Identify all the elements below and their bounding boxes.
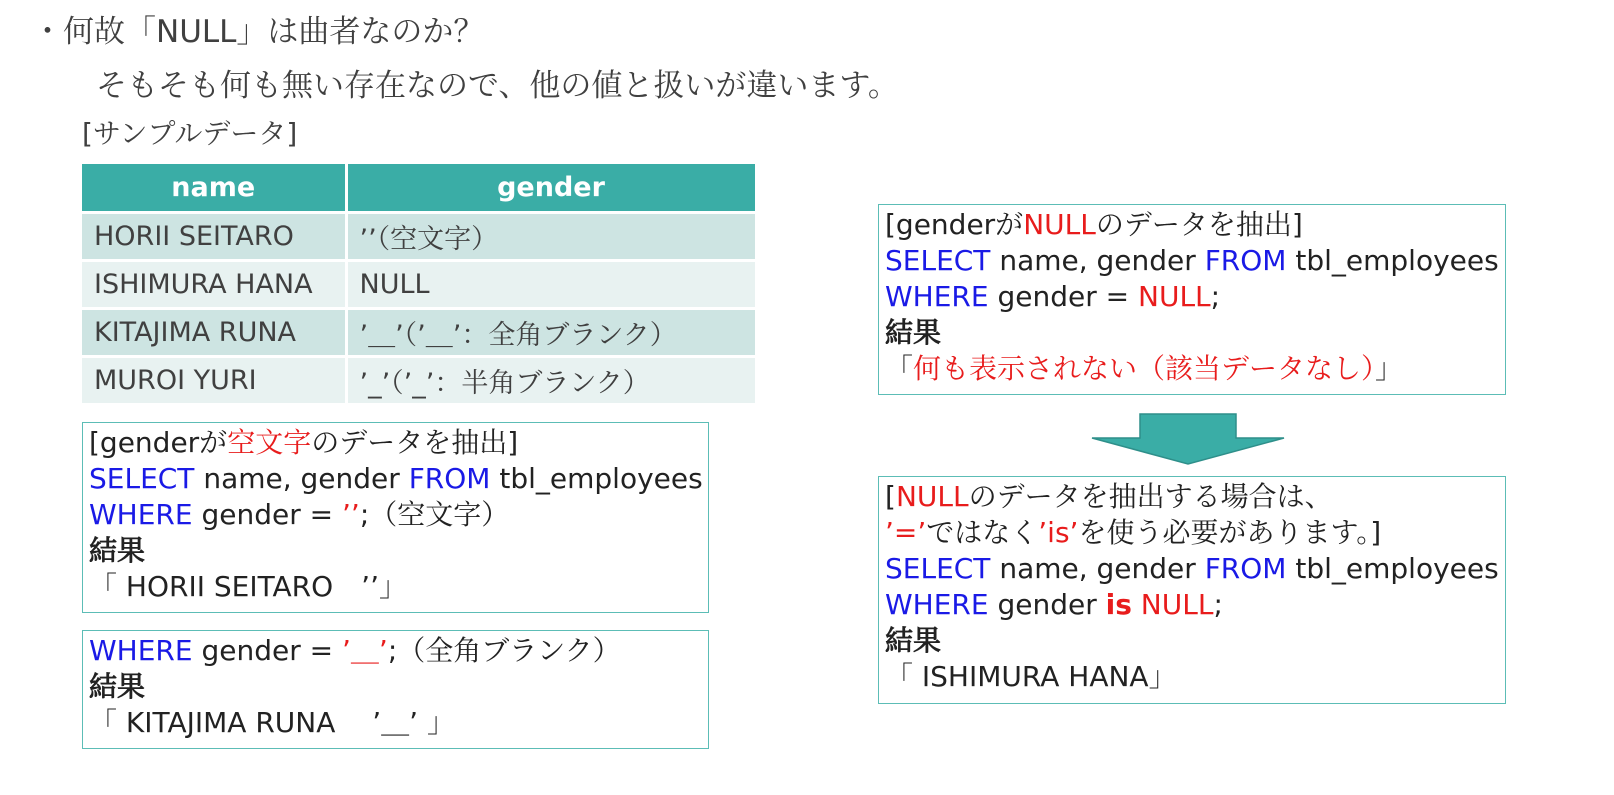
page-subheading: そもそも何も無い存在なので、他の値と扱いが違います。 <box>96 68 899 104</box>
sql-suffix: ; <box>1210 280 1221 313</box>
query-box-null-is <box>878 476 1506 704</box>
query-title <box>89 425 702 461</box>
heading-text: 何故「NULL」は曲者なのか？ <box>63 14 485 50</box>
sql-keyword: SELECT <box>885 244 991 277</box>
sql-table: tbl_employees <box>490 462 703 495</box>
sql-keyword: WHERE <box>885 280 989 313</box>
sql-table: tbl_employees <box>1286 552 1499 585</box>
sql-value: NULL <box>1138 280 1211 313</box>
title-text: のデータを抽出する場合は、 <box>968 480 1333 513</box>
sql-select-line <box>89 461 702 497</box>
sql-keyword: FROM <box>408 462 491 495</box>
query-title-line1 <box>885 479 1499 515</box>
result-value <box>885 351 1499 387</box>
table-row <box>82 357 756 405</box>
query-box-null-equals <box>878 204 1506 395</box>
sql-value: NULL <box>1131 588 1214 621</box>
sql-keyword: WHERE <box>89 498 193 531</box>
title-highlight: 空文字 <box>227 426 312 459</box>
result-value: 「 ISHIMURA HANA」 <box>885 660 1177 693</box>
title-text: [genderが <box>885 208 1024 241</box>
result-value: 「 HORII SEITARO ’’」 <box>89 570 407 603</box>
title-text: のデータを抽出] <box>311 426 519 459</box>
sql-suffix: ; <box>1213 588 1223 621</box>
result-bracket: 「 <box>885 352 914 385</box>
sql-select-line <box>885 243 1499 279</box>
title-highlight: NULL <box>1023 208 1096 241</box>
cell-gender: ’’（空文字） <box>346 213 756 261</box>
sample-data-label: [サンプルデータ] <box>82 117 298 150</box>
cell-name: ISHIMURA HANA <box>82 261 346 309</box>
sql-condition: gender = <box>192 634 342 667</box>
sql-is-keyword: is <box>1105 588 1132 621</box>
sql-condition: gender = <box>988 280 1138 313</box>
sql-where-line <box>89 633 702 669</box>
page-heading <box>32 10 484 54</box>
sql-select-line <box>885 551 1499 587</box>
sql-keyword: SELECT <box>885 552 991 585</box>
sql-columns: name, gender <box>990 552 1205 585</box>
sql-table: tbl_employees <box>1286 244 1499 277</box>
down-arrow-icon <box>1088 412 1288 468</box>
column-header-name: name <box>82 164 346 213</box>
result-text: 何も表示されない（該当データなし） <box>913 352 1376 385</box>
cell-name: HORII SEITARO <box>82 213 346 261</box>
title-text: [ <box>885 480 896 513</box>
title-text: [genderが <box>89 426 228 459</box>
title-highlight: ’is’ <box>1038 516 1079 549</box>
title-highlight: ’=’ <box>885 516 927 549</box>
result-label: 結果 <box>89 670 146 703</box>
sql-where-line <box>885 587 1499 623</box>
query-title <box>885 207 1499 243</box>
table-row <box>82 213 756 261</box>
table-row <box>82 309 756 357</box>
sql-where-line <box>89 497 702 533</box>
sql-keyword: WHERE <box>89 634 193 667</box>
column-header-gender: gender <box>346 164 756 213</box>
result-label: 結果 <box>885 624 942 657</box>
cell-name: MUROI YURI <box>82 357 346 405</box>
sql-suffix: ;（空文字） <box>359 498 510 531</box>
title-text: ではなく <box>926 516 1039 549</box>
title-text: を使う必要があります。] <box>1078 516 1382 549</box>
title-highlight: NULL <box>895 480 969 513</box>
result-bracket: 」 <box>1375 352 1404 385</box>
sql-value: ’＿’ <box>342 634 388 667</box>
bullet: ・ <box>32 14 63 50</box>
result-label: 結果 <box>89 534 146 567</box>
sql-columns: name, gender <box>990 244 1205 277</box>
result-label: 結果 <box>885 316 942 349</box>
sql-keyword: SELECT <box>89 462 195 495</box>
sql-suffix: ;（全角ブランク） <box>387 634 621 667</box>
title-text: のデータを抽出] <box>1095 208 1303 241</box>
sample-data-table <box>82 164 758 406</box>
query-box-fullwidth-blank <box>82 630 709 749</box>
sql-condition: gender = <box>192 498 342 531</box>
table-header-row <box>82 164 756 213</box>
sql-value: ’’ <box>342 498 360 531</box>
sql-condition: gender <box>988 588 1106 621</box>
sql-keyword: FROM <box>1204 244 1287 277</box>
cell-gender: ’＿’（’＿’：全角ブランク） <box>346 309 756 357</box>
sql-keyword: FROM <box>1204 552 1287 585</box>
sql-columns: name, gender <box>194 462 409 495</box>
cell-gender: ’_’（’_’：半角ブランク） <box>346 357 756 405</box>
sql-where-line <box>885 279 1499 315</box>
result-value: 「 KITAJIMA RUNA ’＿’ 」 <box>89 706 455 739</box>
cell-name: KITAJIMA RUNA <box>82 309 346 357</box>
query-box-empty-string <box>82 422 709 613</box>
cell-gender: NULL <box>346 261 756 309</box>
sql-keyword: WHERE <box>885 588 989 621</box>
table-row <box>82 261 756 309</box>
query-title-line2 <box>885 515 1499 551</box>
